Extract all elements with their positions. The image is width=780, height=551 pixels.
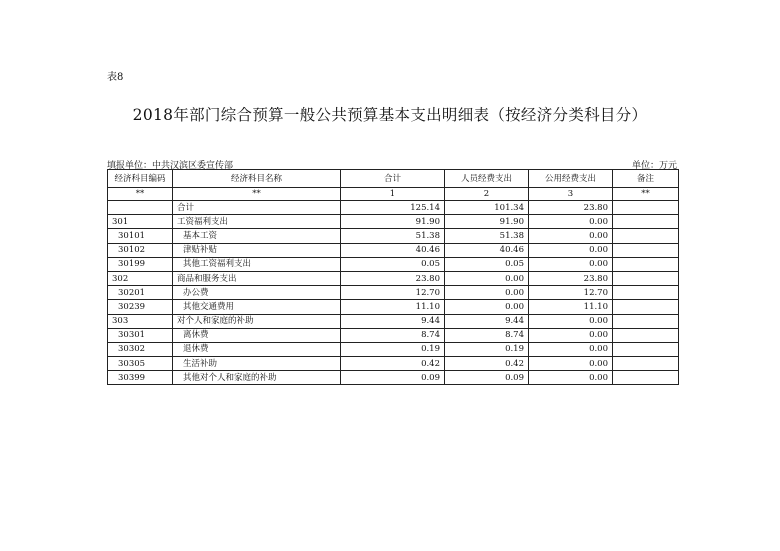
cell-note (613, 243, 679, 257)
reporting-unit: 填报单位：中共汉滨区委宣传部 (107, 161, 234, 171)
cell-public: 0.00 (529, 357, 613, 371)
cell-total: 125.14 (341, 201, 445, 215)
table-row (108, 314, 679, 328)
cell-code: 303 (108, 314, 173, 328)
cell-public: 0.00 (529, 328, 613, 342)
cell-code: 302 (108, 271, 173, 285)
cell-personnel: 8.74 (445, 328, 529, 342)
cell-public: 23.80 (529, 271, 613, 285)
cell-code: 30101 (108, 229, 173, 243)
cell-name: 办公费 (173, 286, 341, 300)
cell-note (613, 314, 679, 328)
header-personnel: 人员经费支出 (445, 170, 529, 188)
cell-public: 0.00 (529, 371, 613, 385)
table-row (108, 328, 679, 342)
cell-code: 30199 (108, 257, 173, 271)
cell-personnel: 0.00 (445, 271, 529, 285)
table-row (108, 215, 679, 229)
cell-code: 30399 (108, 371, 173, 385)
cell-note (613, 229, 679, 243)
cell-name: 其他对个人和家庭的补助 (173, 371, 341, 385)
cell-code (108, 201, 173, 215)
table-row (108, 342, 679, 356)
cell-name: 其他工资福利支出 (173, 257, 341, 271)
cell-code: 30301 (108, 328, 173, 342)
cell-code: 301 (108, 215, 173, 229)
cell-public: 11.10 (529, 300, 613, 314)
header-total: 合计 (341, 170, 445, 188)
cell-code: 30302 (108, 342, 173, 356)
cell-public: 12.70 (529, 286, 613, 300)
cell-code: 30102 (108, 243, 173, 257)
cell-note (613, 357, 679, 371)
cell-name: 生活补助 (173, 357, 341, 371)
table-row (108, 201, 679, 215)
cell-public: 0.00 (529, 215, 613, 229)
cell-personnel: 0.05 (445, 257, 529, 271)
cell-personnel: 51.38 (445, 229, 529, 243)
cell-personnel: 0.19 (445, 342, 529, 356)
table-row (108, 300, 679, 314)
header-code: 经济科目编码 (108, 170, 173, 188)
cell-total: 12.70 (341, 286, 445, 300)
cell-total: 23.80 (341, 271, 445, 285)
cell-total: 0.42 (341, 357, 445, 371)
cell-note (613, 342, 679, 356)
cell-public: 0.00 (529, 342, 613, 356)
table-number: 表8 (107, 72, 124, 83)
table-row (108, 357, 679, 371)
cell-code: 30239 (108, 300, 173, 314)
cell-name: 合计 (173, 201, 341, 215)
cell-name: 其他交通费用 (173, 300, 341, 314)
table-row (108, 371, 679, 385)
cell-note (613, 215, 679, 229)
cell-personnel: 101.34 (445, 201, 529, 215)
subheader-code: ** (108, 188, 173, 201)
cell-total: 0.19 (341, 342, 445, 356)
currency-unit: 单位：万元 (631, 161, 677, 171)
table-row (108, 243, 679, 257)
cell-note (613, 371, 679, 385)
table-body (108, 170, 679, 385)
header-row (108, 170, 679, 188)
cell-public: 0.00 (529, 229, 613, 243)
cell-note (613, 286, 679, 300)
cell-total: 40.46 (341, 243, 445, 257)
cell-public: 0.00 (529, 243, 613, 257)
cell-personnel: 0.42 (445, 357, 529, 371)
table-row (108, 271, 679, 285)
cell-total: 91.90 (341, 215, 445, 229)
subheader-name: ** (173, 188, 341, 201)
cell-name: 商品和服务支出 (173, 271, 341, 285)
cell-personnel: 0.00 (445, 286, 529, 300)
cell-public: 0.00 (529, 257, 613, 271)
header-note: 备注 (613, 170, 679, 188)
cell-public: 0.00 (529, 314, 613, 328)
cell-code: 30305 (108, 357, 173, 371)
cell-personnel: 0.09 (445, 371, 529, 385)
cell-personnel: 40.46 (445, 243, 529, 257)
cell-public: 23.80 (529, 201, 613, 215)
cell-personnel: 91.90 (445, 215, 529, 229)
cell-total: 0.09 (341, 371, 445, 385)
cell-name: 工资福利支出 (173, 215, 341, 229)
cell-note (613, 300, 679, 314)
table-row (108, 286, 679, 300)
cell-total: 51.38 (341, 229, 445, 243)
cell-personnel: 9.44 (445, 314, 529, 328)
cell-total: 11.10 (341, 300, 445, 314)
budget-table (107, 169, 679, 385)
table-row (108, 257, 679, 271)
subheader-personnel: 2 (445, 188, 529, 201)
cell-total: 8.74 (341, 328, 445, 342)
cell-personnel: 0.00 (445, 300, 529, 314)
cell-total: 0.05 (341, 257, 445, 271)
header-name: 经济科目名称 (173, 170, 341, 188)
cell-note (613, 328, 679, 342)
document-title: 2018年部门综合预算一般公共预算基本支出明细表（按经济分类科目分） (132, 106, 648, 124)
cell-name: 离休费 (173, 328, 341, 342)
cell-note (613, 201, 679, 215)
subheader-total: 1 (341, 188, 445, 201)
cell-name: 津贴补贴 (173, 243, 341, 257)
cell-name: 退休费 (173, 342, 341, 356)
cell-name: 基本工资 (173, 229, 341, 243)
cell-note (613, 257, 679, 271)
table-row (108, 229, 679, 243)
cell-total: 9.44 (341, 314, 445, 328)
subheader-note: ** (613, 188, 679, 201)
header-public: 公用经费支出 (529, 170, 613, 188)
cell-note (613, 271, 679, 285)
cell-name: 对个人和家庭的补助 (173, 314, 341, 328)
cell-code: 30201 (108, 286, 173, 300)
subheader-row (108, 188, 679, 201)
subheader-public: 3 (529, 188, 613, 201)
